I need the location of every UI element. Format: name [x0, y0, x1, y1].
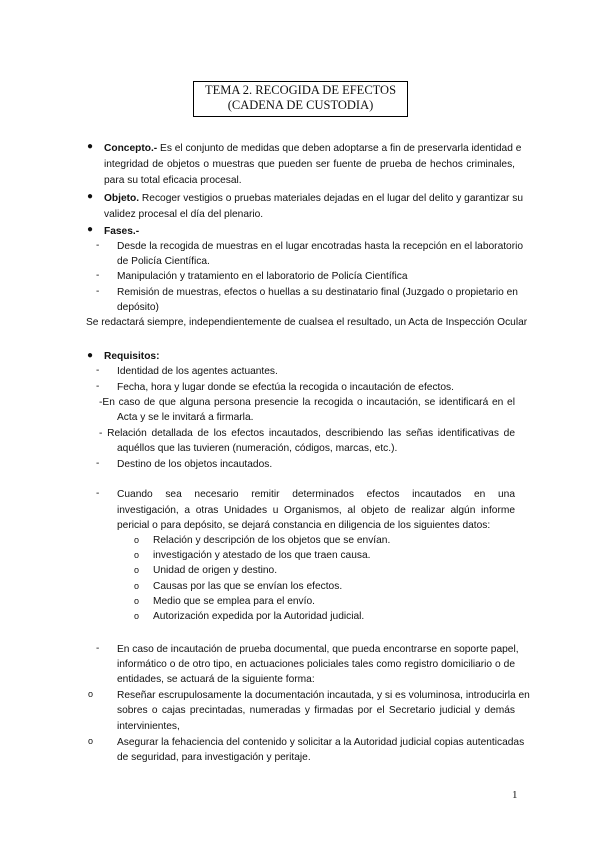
requisito-3-line-1: -En caso de que alguna persona presencie la recogida o incautación, se identificará en el: [99, 397, 515, 408]
circle-bullet-icon: o: [134, 611, 140, 621]
concepto-line-3: para su total eficacia procesal.: [104, 175, 242, 186]
requisito-7-line-1: En caso de incautación de prueba documental, que pueda encontrarse en soporte papel,: [117, 644, 519, 655]
dash-marker: -: [96, 458, 100, 469]
requisito-6-line-1: Cuando sea necesario remitir determinados efectos incautados en una: [117, 489, 515, 500]
page-number: 1: [512, 789, 518, 801]
requisito-1: Identidad de los agentes actuantes.: [117, 366, 278, 377]
o-item-1-line-2: sobres o cajas precintadas, numeradas y firmadas por el Secretario judicial y demás: [117, 705, 515, 716]
objeto-label: Objeto.: [104, 193, 140, 204]
requisito-6-line-2: investigación, a otras Unidades u Organismos, al objeto de realizar algún informe: [117, 505, 515, 516]
fases-item-2: Manipulación y tratamiento en el laboratorio de Policía Científica: [117, 271, 408, 282]
sub-item-5: Medio que se emplea para el envío.: [153, 596, 315, 607]
fases-label: Fases.-: [104, 226, 140, 237]
requisitos-label: Requisitos:: [104, 351, 160, 362]
objeto-line-2: validez procesal el día del plenario.: [104, 209, 264, 220]
sub-item-4: Causas por las que se envían los efectos.: [153, 581, 343, 592]
bullet-icon: ●: [87, 141, 94, 152]
concepto-text: Es el conjunto de medidas que deben adoptarse a fin de preservarla identidad e: [157, 143, 522, 154]
circle-bullet-icon: o: [134, 535, 140, 545]
fases-item-3-line-1: Remisión de muestras, efectos o huellas a su destinatario final (Juzgado o propietario en: [117, 287, 518, 298]
requisito-7-line-2: informático o de otro tipo, en actuaciones policiales tales como registro domiciliario o de: [117, 659, 515, 670]
title-line-1: TEMA 2. RECOGIDA DE EFECTOS: [204, 83, 397, 97]
circle-bullet-icon: o: [134, 596, 140, 606]
fases-item-1-line-2: de Policía Científica.: [117, 256, 210, 267]
dash-marker: -: [96, 365, 100, 376]
circle-bullet-icon: o: [134, 550, 140, 560]
bullet-icon: ●: [87, 224, 94, 235]
fases-item-3-line-2: depósito): [117, 302, 159, 313]
title-line-2: (CADENA DE CUSTODIA): [227, 98, 374, 112]
requisito-4-line-1: - Relación detallada de los efectos incautados, describiendo las señas identificativas de: [99, 428, 515, 439]
o-item-2-line-1: Asegurar la fehaciencia del contenido y solicitar a la Autoridad judicial copias autenticadas: [117, 737, 525, 748]
requisito-3-line-2: Acta y se le invitará a firmarla.: [117, 412, 254, 423]
title-box: [193, 81, 408, 117]
requisito-5: Destino de los objetos incautados.: [117, 459, 273, 470]
concepto-line-1: [104, 142, 522, 155]
circle-bullet-icon: o: [134, 581, 140, 591]
dash-marker: -: [96, 488, 100, 499]
o-item-1-line-1: Reseñar escrupulosamente la documentación incautada, y si es voluminosa, introducirla en: [117, 690, 530, 701]
concepto-line-2: integridad de objetos o muestras que pueden ser fuente de prueba de hechos criminales,: [104, 159, 515, 170]
dash-marker: -: [96, 270, 100, 281]
circle-bullet-icon: o: [88, 689, 94, 699]
o-item-2-line-2: de seguridad, para investigación y peritaje.: [117, 752, 311, 763]
sub-item-1: Relación y descripción de los objetos que se envían.: [153, 535, 391, 546]
dash-marker: -: [96, 286, 100, 297]
circle-bullet-icon: o: [134, 565, 140, 575]
o-item-1-line-3: intervinientes,: [117, 721, 180, 732]
dash-marker: -: [96, 240, 100, 251]
fases-item-1-line-1: Desde la recogida de muestras en el lugar encotradas hasta la recepción en el laboratorio: [117, 241, 524, 252]
sub-item-6: Autorización expedida por la Autoridad judicial.: [153, 611, 365, 622]
bullet-icon: ●: [87, 350, 94, 361]
concepto-label: Concepto.-: [104, 143, 158, 154]
sub-item-2: investigación y atestado de los que traen causa.: [153, 550, 371, 561]
requisito-7-line-3: entidades, se actuará de la siguiente forma:: [117, 674, 315, 685]
dash-marker: -: [96, 381, 100, 392]
sub-item-3: Unidad de origen y destino.: [153, 565, 278, 576]
requisito-6-line-3: pericial o para depósito, se dejará constancia en diligencia de los siguientes datos:: [117, 520, 491, 531]
objeto-line-1: [104, 192, 524, 205]
fases-note: Se redactará siempre, independientemente de cualsea el resultado, un Acta de Inspección Ocular: [86, 317, 528, 328]
requisito-4-line-2: aquéllos que las tuvieren (numeración, códigos, marcas, etc.).: [117, 443, 398, 454]
circle-bullet-icon: o: [88, 736, 94, 746]
requisito-2: Fecha, hora y lugar donde se efectúa la recogida o incautación de efectos.: [117, 382, 454, 393]
dash-marker: -: [96, 643, 100, 654]
bullet-icon: ●: [87, 191, 94, 202]
objeto-text: Recoger vestigios o pruebas materiales dejadas en el lugar del delito y garantizar su: [139, 193, 524, 204]
